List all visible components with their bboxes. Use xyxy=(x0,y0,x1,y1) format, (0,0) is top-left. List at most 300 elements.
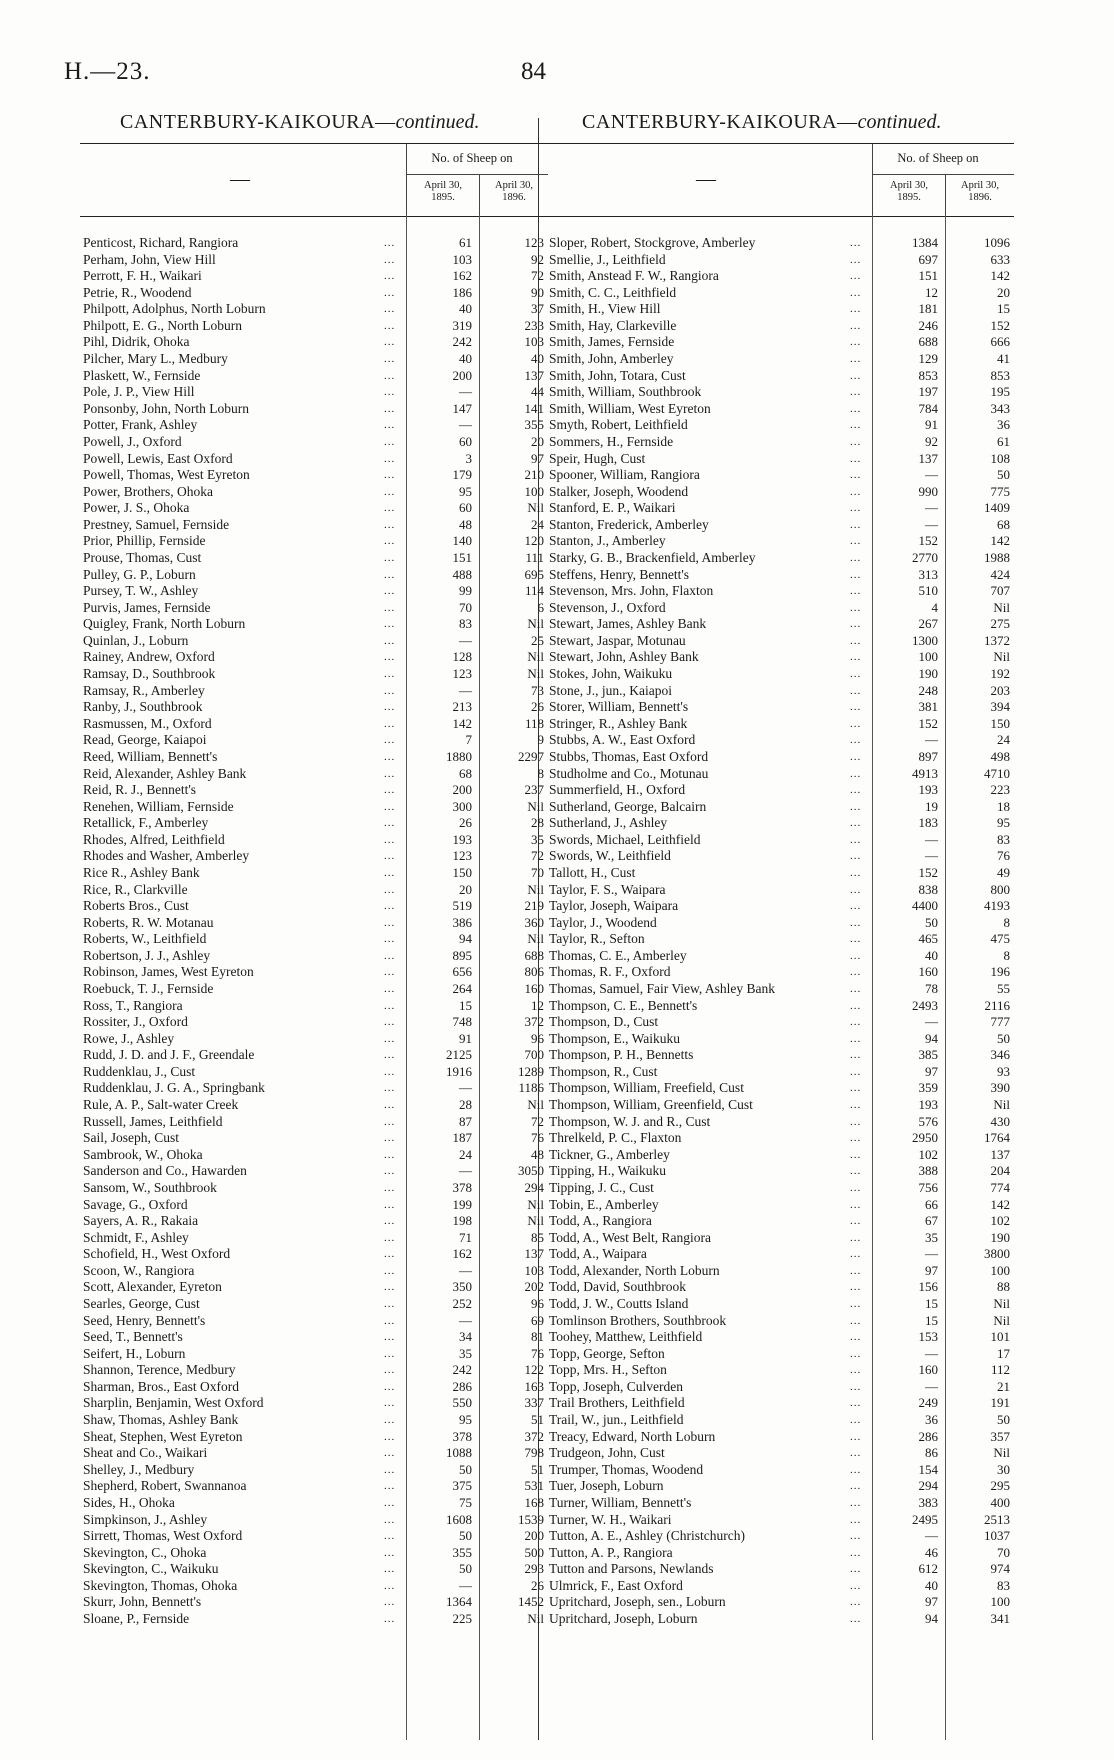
sheep-count-1896: 200 xyxy=(524,1528,544,1544)
table-row xyxy=(80,1279,548,1296)
leader-dots: ... xyxy=(384,684,396,697)
left-table-header xyxy=(80,143,548,217)
table-row xyxy=(546,1611,1014,1628)
sheep-count-1895: 313 xyxy=(918,566,938,582)
table-row xyxy=(80,865,548,882)
leader-dots: ... xyxy=(384,983,396,996)
sheep-count-1895: 152 xyxy=(918,533,938,549)
owner-name: Sanderson and Co., Hawarden xyxy=(83,1163,247,1179)
sheep-count-1895: 4400 xyxy=(912,898,938,914)
sheep-count-1895: — xyxy=(925,1345,938,1361)
table-row xyxy=(546,1412,1014,1429)
leader-dots: ... xyxy=(384,1447,396,1460)
sheep-count-1896: 76 xyxy=(531,1345,544,1361)
table-row xyxy=(80,1578,548,1595)
owner-name: Stokes, John, Waikuku xyxy=(549,666,673,682)
table-row xyxy=(80,998,548,1015)
sheep-count-1895: 550 xyxy=(452,1395,472,1411)
sheep-count-1895: 252 xyxy=(452,1296,472,1311)
owner-name: Petrie, R., Woodend xyxy=(83,284,192,300)
sheep-count-1896: 190 xyxy=(990,1229,1010,1245)
owner-name: Threlkeld, P. C., Flaxton xyxy=(549,1130,682,1146)
table-row xyxy=(546,633,1014,650)
sheep-count-1896: 24 xyxy=(531,516,544,532)
leader-dots: ... xyxy=(850,668,862,681)
sheep-count-1896: Nil xyxy=(527,1213,544,1229)
sheep-count-1896: 293 xyxy=(524,1561,544,1577)
leader-dots: ... xyxy=(384,1099,396,1112)
sheep-count-1895: 60 xyxy=(459,500,472,516)
sheep-count-1895: 4 xyxy=(931,599,938,615)
leader-dots: ... xyxy=(384,1463,396,1476)
owner-name: Summerfield, H., Oxford xyxy=(549,782,686,798)
sheep-count-1895: 15 xyxy=(925,1296,938,1311)
header-line: April 30, 1895. xyxy=(424,180,462,203)
owner-name: Scott, Alexander, Eyreton xyxy=(83,1279,222,1295)
leader-dots: ... xyxy=(384,502,396,515)
owner-name: Perrott, F. H., Waikari xyxy=(83,268,202,284)
sheep-count-1895: 151 xyxy=(918,268,938,284)
sheep-count-1895: 990 xyxy=(918,483,938,499)
sheep-count-1896: 83 xyxy=(997,831,1010,847)
owner-name: Stubbs, Thomas, East Oxford xyxy=(549,748,709,764)
sheep-count-1896: 196 xyxy=(990,964,1010,980)
sheep-count-1895: 15 xyxy=(459,997,472,1013)
sheep-count-1896: 37 xyxy=(531,301,544,317)
sheep-count-1895: 151 xyxy=(452,549,472,565)
table-row xyxy=(546,848,1014,865)
owner-name: Robertson, J. J., Ashley xyxy=(83,947,211,963)
owner-name: Stone, J., jun., Kaiapoi xyxy=(549,682,672,698)
table-row xyxy=(546,782,1014,799)
right-april-1896-header xyxy=(946,180,1014,204)
sheep-count-1896: 2513 xyxy=(984,1511,1010,1527)
table-row xyxy=(546,1047,1014,1064)
sheep-count-1895: 488 xyxy=(452,566,472,582)
sheep-count-1896: 114 xyxy=(524,583,544,599)
sheep-count-1896: 48 xyxy=(531,1146,544,1162)
sheep-count-1895: — xyxy=(925,732,938,748)
sheep-count-1896: 50 xyxy=(997,1030,1010,1046)
owner-name: Sides, H., Ohoka xyxy=(83,1494,175,1510)
sheep-count-1895: 386 xyxy=(452,914,472,930)
leader-dots: ... xyxy=(384,1032,396,1045)
leader-dots: ... xyxy=(850,419,862,432)
leader-dots: ... xyxy=(850,353,862,366)
sheep-count-1895: 197 xyxy=(918,384,938,400)
table-row xyxy=(546,1395,1014,1412)
sheep-count-1896: 28 xyxy=(531,815,544,831)
owner-name: Smellie, J., Leithfield xyxy=(549,251,666,267)
owner-name: Shannon, Terence, Medbury xyxy=(83,1362,236,1378)
sheep-count-1896: 775 xyxy=(990,483,1010,499)
sheep-count-1895: 70 xyxy=(459,599,472,615)
table-row xyxy=(80,1478,548,1495)
leader-dots: ... xyxy=(850,1480,862,1493)
sheep-count-1896: 357 xyxy=(990,1428,1010,1444)
leader-dots: ... xyxy=(384,1513,396,1526)
sheep-count-1895: 519 xyxy=(452,898,472,914)
sheep-count-1896: 120 xyxy=(524,533,544,549)
sheep-count-1895: 612 xyxy=(918,1561,938,1577)
sheep-count-1895: 162 xyxy=(452,1246,472,1262)
sheep-count-1896: 18 xyxy=(997,798,1010,814)
sheep-count-1896: Nil xyxy=(527,649,544,665)
leader-dots: ... xyxy=(850,551,862,564)
sheep-count-1895: 897 xyxy=(918,748,938,764)
sheep-count-1896: 294 xyxy=(524,1179,544,1195)
owner-name: Turner, William, Bennett's xyxy=(549,1494,692,1510)
table-row xyxy=(546,931,1014,948)
sheep-count-1896: 25 xyxy=(531,632,544,648)
sheep-count-1896: 688 xyxy=(524,947,544,963)
leader-dots: ... xyxy=(850,1181,862,1194)
leader-dots: ... xyxy=(384,518,396,531)
leader-dots: ... xyxy=(384,319,396,332)
left-table-body xyxy=(80,235,548,1628)
header-line: April 30, 1895. xyxy=(890,180,928,203)
leader-dots: ... xyxy=(850,1579,862,1592)
leader-dots: ... xyxy=(850,784,862,797)
sheep-count-1896: 168 xyxy=(524,1494,544,1510)
sheep-count-1896: 346 xyxy=(990,1047,1010,1063)
leader-dots: ... xyxy=(384,551,396,564)
owner-name: Shelley, J., Medbury xyxy=(83,1461,195,1477)
table-row xyxy=(80,1329,548,1346)
sheep-count-1895: 190 xyxy=(918,666,938,682)
owner-name: Rossiter, J., Oxford xyxy=(83,1014,188,1030)
leader-dots: ... xyxy=(850,1082,862,1095)
table-row xyxy=(80,1296,548,1313)
table-row xyxy=(80,550,548,567)
owner-name: Stewart, Jaspar, Motunau xyxy=(549,632,686,648)
table-row xyxy=(546,1445,1014,1462)
leader-dots: ... xyxy=(850,1049,862,1062)
leader-dots: ... xyxy=(384,369,396,382)
sheep-count-1895: 1880 xyxy=(446,748,472,764)
leader-dots: ... xyxy=(850,535,862,548)
owner-name: Quigley, Frank, North Loburn xyxy=(83,616,246,632)
sheep-count-1895: 576 xyxy=(918,1113,938,1129)
leader-dots: ... xyxy=(384,1480,396,1493)
table-row xyxy=(80,517,548,534)
leader-dots: ... xyxy=(384,701,396,714)
leader-dots: ... xyxy=(850,1347,862,1360)
document-reference: H.—23. xyxy=(64,58,151,85)
owner-name: Sheat and Co., Waikari xyxy=(83,1445,208,1461)
sheep-count-1896: 85 xyxy=(531,1229,544,1245)
owner-name: Tutton, A. P., Rangiora xyxy=(549,1544,673,1560)
sheep-count-1895: 193 xyxy=(918,1097,938,1113)
leader-dots: ... xyxy=(850,1231,862,1244)
owner-name: Thompson, E., Waikuku xyxy=(549,1030,681,1046)
owner-name: Todd, David, Southbrook xyxy=(549,1279,687,1295)
left-section-title-text: CANTERBURY-KAIKOURA— xyxy=(120,111,396,133)
sheep-count-1896: 233 xyxy=(524,317,544,333)
table-row xyxy=(546,550,1014,567)
table-row xyxy=(546,417,1014,434)
sheep-count-1896: 700 xyxy=(524,1047,544,1063)
table-row xyxy=(80,1180,548,1197)
owner-name: Sloper, Robert, Stockgrove, Amberley xyxy=(549,235,756,250)
sheep-count-1895: 128 xyxy=(452,649,472,665)
left-section-title xyxy=(120,111,479,134)
sheep-count-1896: Nil xyxy=(527,1610,544,1626)
owner-name: Thompson, P. H., Bennetts xyxy=(549,1047,694,1063)
sheep-count-1896: Nil xyxy=(527,798,544,814)
sheep-count-1895: 48 xyxy=(459,516,472,532)
sheep-count-1895: 656 xyxy=(452,964,472,980)
table-row xyxy=(80,649,548,666)
sheep-count-1895: — xyxy=(925,500,938,516)
sheep-count-1895: 186 xyxy=(452,284,472,300)
leader-dots: ... xyxy=(850,767,862,780)
sheep-count-1896: 44 xyxy=(531,384,544,400)
table-row xyxy=(546,1379,1014,1396)
table-row xyxy=(546,1147,1014,1164)
sheep-count-1896: 137 xyxy=(524,1246,544,1262)
owner-name: Smyth, Robert, Leithfield xyxy=(549,417,688,433)
owner-name: Spooner, William, Rangiora xyxy=(549,467,700,483)
owner-name: Upritchard, Joseph, Loburn xyxy=(549,1610,698,1626)
owner-name: Thompson, William, Freefield, Cust xyxy=(549,1080,744,1096)
owner-name: Upritchard, Joseph, sen., Loburn xyxy=(549,1594,726,1610)
sheep-count-1896: 360 xyxy=(524,914,544,930)
owner-name: Shepherd, Robert, Swannanoa xyxy=(83,1478,247,1494)
owner-name: Smith, H., View Hill xyxy=(549,301,661,317)
table-row xyxy=(80,898,548,915)
sheep-count-1895: 97 xyxy=(925,1594,938,1610)
leader-dots: ... xyxy=(850,1447,862,1460)
leader-dots: ... xyxy=(850,1546,862,1559)
owner-name: Sambrook, W., Ohoka xyxy=(83,1146,203,1162)
leader-dots: ... xyxy=(850,883,862,896)
sheep-count-1895: 66 xyxy=(925,1196,938,1212)
table-row xyxy=(80,417,548,434)
sheep-count-1895: 1364 xyxy=(446,1594,472,1610)
table-row xyxy=(80,1064,548,1081)
leader-dots: ... xyxy=(384,435,396,448)
leader-dots: ... xyxy=(850,1065,862,1078)
owner-name: Rice, R., Clarkville xyxy=(83,881,188,897)
leader-dots: ... xyxy=(384,1364,396,1377)
owner-name: Tomlinson Brothers, Southbrook xyxy=(549,1312,727,1328)
sheep-count-1896: 142 xyxy=(990,268,1010,284)
table-row xyxy=(546,998,1014,1015)
owner-name: Roberts, W., Leithfield xyxy=(83,931,207,947)
leader-dots: ... xyxy=(850,1248,862,1261)
sheep-count-1896: 1096 xyxy=(984,235,1010,250)
owner-name: Thomas, Samuel, Fair View, Ashley Bank xyxy=(549,981,776,997)
sheep-count-1896: 83 xyxy=(997,1577,1010,1593)
table-row xyxy=(80,948,548,965)
owner-name: Smith, Anstead F. W., Rangiora xyxy=(549,268,719,284)
sheep-count-1895: 200 xyxy=(452,782,472,798)
owner-name: Rudd, J. D. and J. F., Greendale xyxy=(83,1047,255,1063)
leader-dots: ... xyxy=(384,1563,396,1576)
owner-name: Todd, J. W., Coutts Island xyxy=(549,1296,689,1311)
owner-name: Topp, Mrs. H., Sefton xyxy=(549,1362,667,1378)
sheep-count-1895: 78 xyxy=(925,981,938,997)
sheep-count-1896: 68 xyxy=(997,516,1010,532)
leader-dots: ... xyxy=(850,734,862,747)
sheep-count-1896: 295 xyxy=(990,1478,1010,1494)
owner-name: Rice R., Ashley Bank xyxy=(83,864,200,880)
sheep-count-1895: 187 xyxy=(452,1130,472,1146)
owner-name: Sharplin, Benjamin, West Oxford xyxy=(83,1395,264,1411)
sheep-count-1896: 152 xyxy=(990,317,1010,333)
table-row xyxy=(80,1346,548,1363)
sheep-count-1896: 707 xyxy=(990,583,1010,599)
leader-dots: ... xyxy=(384,1181,396,1194)
sheep-count-1895: 355 xyxy=(452,1544,472,1560)
leader-dots: ... xyxy=(384,866,396,879)
sheep-count-1896: 118 xyxy=(524,715,544,731)
sheep-count-1896: 111 xyxy=(525,549,544,565)
sheep-count-1895: 20 xyxy=(459,881,472,897)
sheep-count-1895: 71 xyxy=(459,1229,472,1245)
owner-name: Seed, T., Bennett's xyxy=(83,1329,183,1345)
owner-name: Storer, William, Bennett's xyxy=(549,699,689,715)
owner-name: Tickner, G., Amberley xyxy=(549,1146,670,1162)
sheep-count-1896: 50 xyxy=(997,467,1010,483)
table-row xyxy=(80,666,548,683)
leader-dots: ... xyxy=(384,784,396,797)
owner-name: Tuer, Joseph, Loburn xyxy=(549,1478,664,1494)
owner-name: Sharman, Bros., East Oxford xyxy=(83,1378,239,1394)
owner-name: Ranby, J., Southbrook xyxy=(83,699,203,715)
sheep-count-1896: Nil xyxy=(527,500,544,516)
table-row xyxy=(80,931,548,948)
sheep-count-1896: 800 xyxy=(990,881,1010,897)
sheep-count-1895: 61 xyxy=(459,235,472,250)
table-row xyxy=(546,318,1014,335)
sheep-count-1896: 103 xyxy=(524,334,544,350)
leader-dots: ... xyxy=(850,1132,862,1145)
table-row xyxy=(80,600,548,617)
sheep-count-1895: 359 xyxy=(918,1080,938,1096)
owner-name: Pulley, G. P., Loburn xyxy=(83,566,196,582)
owner-name: Stevenson, Mrs. John, Flaxton xyxy=(549,583,714,599)
sheep-count-1896: 70 xyxy=(531,864,544,880)
table-row xyxy=(80,782,548,799)
table-row xyxy=(80,1545,548,1562)
owner-name: Skurr, John, Bennett's xyxy=(83,1594,202,1610)
table-row xyxy=(546,334,1014,351)
leader-dots: ... xyxy=(384,1065,396,1078)
owner-name: Ross, T., Rangiora xyxy=(83,997,183,1013)
sheep-count-1895: 213 xyxy=(452,699,472,715)
owner-name: Powell, J., Oxford xyxy=(83,433,182,449)
table-row xyxy=(80,1395,548,1412)
leader-dots: ... xyxy=(384,1397,396,1410)
owner-name: Rhodes, Alfred, Leithfield xyxy=(83,831,225,847)
table-row xyxy=(80,848,548,865)
table-row xyxy=(80,484,548,501)
sheep-count-1895: 748 xyxy=(452,1014,472,1030)
owner-name: Starky, G. B., Brackenfield, Amberley xyxy=(549,549,756,565)
right-table-header xyxy=(546,143,1014,217)
owner-name: Studholme and Co., Motunau xyxy=(549,765,709,781)
table-row xyxy=(546,1163,1014,1180)
table-row xyxy=(80,583,548,600)
owner-name: Potter, Frank, Ashley xyxy=(83,417,198,433)
sheep-count-1896: 40 xyxy=(531,351,544,367)
table-row xyxy=(546,1478,1014,1495)
table-row xyxy=(80,451,548,468)
leader-dots: ... xyxy=(850,369,862,382)
sheep-count-1895: 28 xyxy=(459,1097,472,1113)
owner-name: Simpkinson, J., Ashley xyxy=(83,1511,208,1527)
table-row xyxy=(546,898,1014,915)
right-name-column-header: — xyxy=(696,168,716,190)
owner-name: Philpott, Adolphus, North Loburn xyxy=(83,301,266,317)
leader-dots: ... xyxy=(384,237,396,249)
sheep-count-1896: 73 xyxy=(531,682,544,698)
sheep-count-1895: 123 xyxy=(452,666,472,682)
owner-name: Tipping, H., Waikuku xyxy=(549,1163,667,1179)
leader-dots: ... xyxy=(850,900,862,913)
leader-dots: ... xyxy=(850,1165,862,1178)
table-row xyxy=(80,235,548,252)
table-row xyxy=(546,1528,1014,1545)
leader-dots: ... xyxy=(384,1264,396,1277)
leader-dots: ... xyxy=(384,1612,396,1625)
leader-dots: ... xyxy=(850,966,862,979)
sheep-count-1895: 123 xyxy=(452,848,472,864)
leader-dots: ... xyxy=(850,585,862,598)
sheep-count-1896: 1764 xyxy=(984,1130,1010,1146)
sheep-count-1896: 1289 xyxy=(518,1063,544,1079)
sheep-count-1896: 191 xyxy=(990,1395,1010,1411)
table-row xyxy=(546,1462,1014,1479)
sheep-count-1896: 475 xyxy=(990,931,1010,947)
leader-dots: ... xyxy=(384,800,396,813)
sheep-count-1895: 19 xyxy=(925,798,938,814)
sheep-count-1896: 20 xyxy=(997,284,1010,300)
owner-name: Ramsay, R., Amberley xyxy=(83,682,205,698)
owner-name: Stanton, Frederick, Amberley xyxy=(549,516,709,532)
sheep-count-1896: 61 xyxy=(997,433,1010,449)
sheep-count-1896: 355 xyxy=(524,417,544,433)
sheep-count-1895: 1088 xyxy=(446,1445,472,1461)
sheep-count-1896: 430 xyxy=(990,1113,1010,1129)
left-april-1896-header xyxy=(480,180,548,204)
table-row xyxy=(80,815,548,832)
leader-dots: ... xyxy=(850,502,862,515)
owner-name: Tipping, J. C., Cust xyxy=(549,1179,654,1195)
owner-name: Turner, W. H., Waikari xyxy=(549,1511,672,1527)
sheep-count-1895: 46 xyxy=(925,1544,938,1560)
table-row xyxy=(546,434,1014,451)
leader-dots: ... xyxy=(850,1530,862,1543)
sheep-count-1895: 50 xyxy=(925,914,938,930)
sheep-count-1896: 1186 xyxy=(518,1080,544,1096)
owner-name: Robinson, James, West Eyreton xyxy=(83,964,254,980)
owner-name: Perham, John, View Hill xyxy=(83,251,216,267)
table-row xyxy=(80,1197,548,1214)
owner-name: Savage, G., Oxford xyxy=(83,1196,188,1212)
table-row xyxy=(80,1379,548,1396)
sheep-count-1896: 24 xyxy=(997,732,1010,748)
leader-dots: ... xyxy=(850,1414,862,1427)
table-row xyxy=(546,285,1014,302)
table-row xyxy=(546,268,1014,285)
leader-dots: ... xyxy=(850,253,862,266)
right-table-body xyxy=(546,235,1014,1628)
owner-name: Rule, A. P., Salt-water Creek xyxy=(83,1097,239,1113)
leader-dots: ... xyxy=(850,933,862,946)
